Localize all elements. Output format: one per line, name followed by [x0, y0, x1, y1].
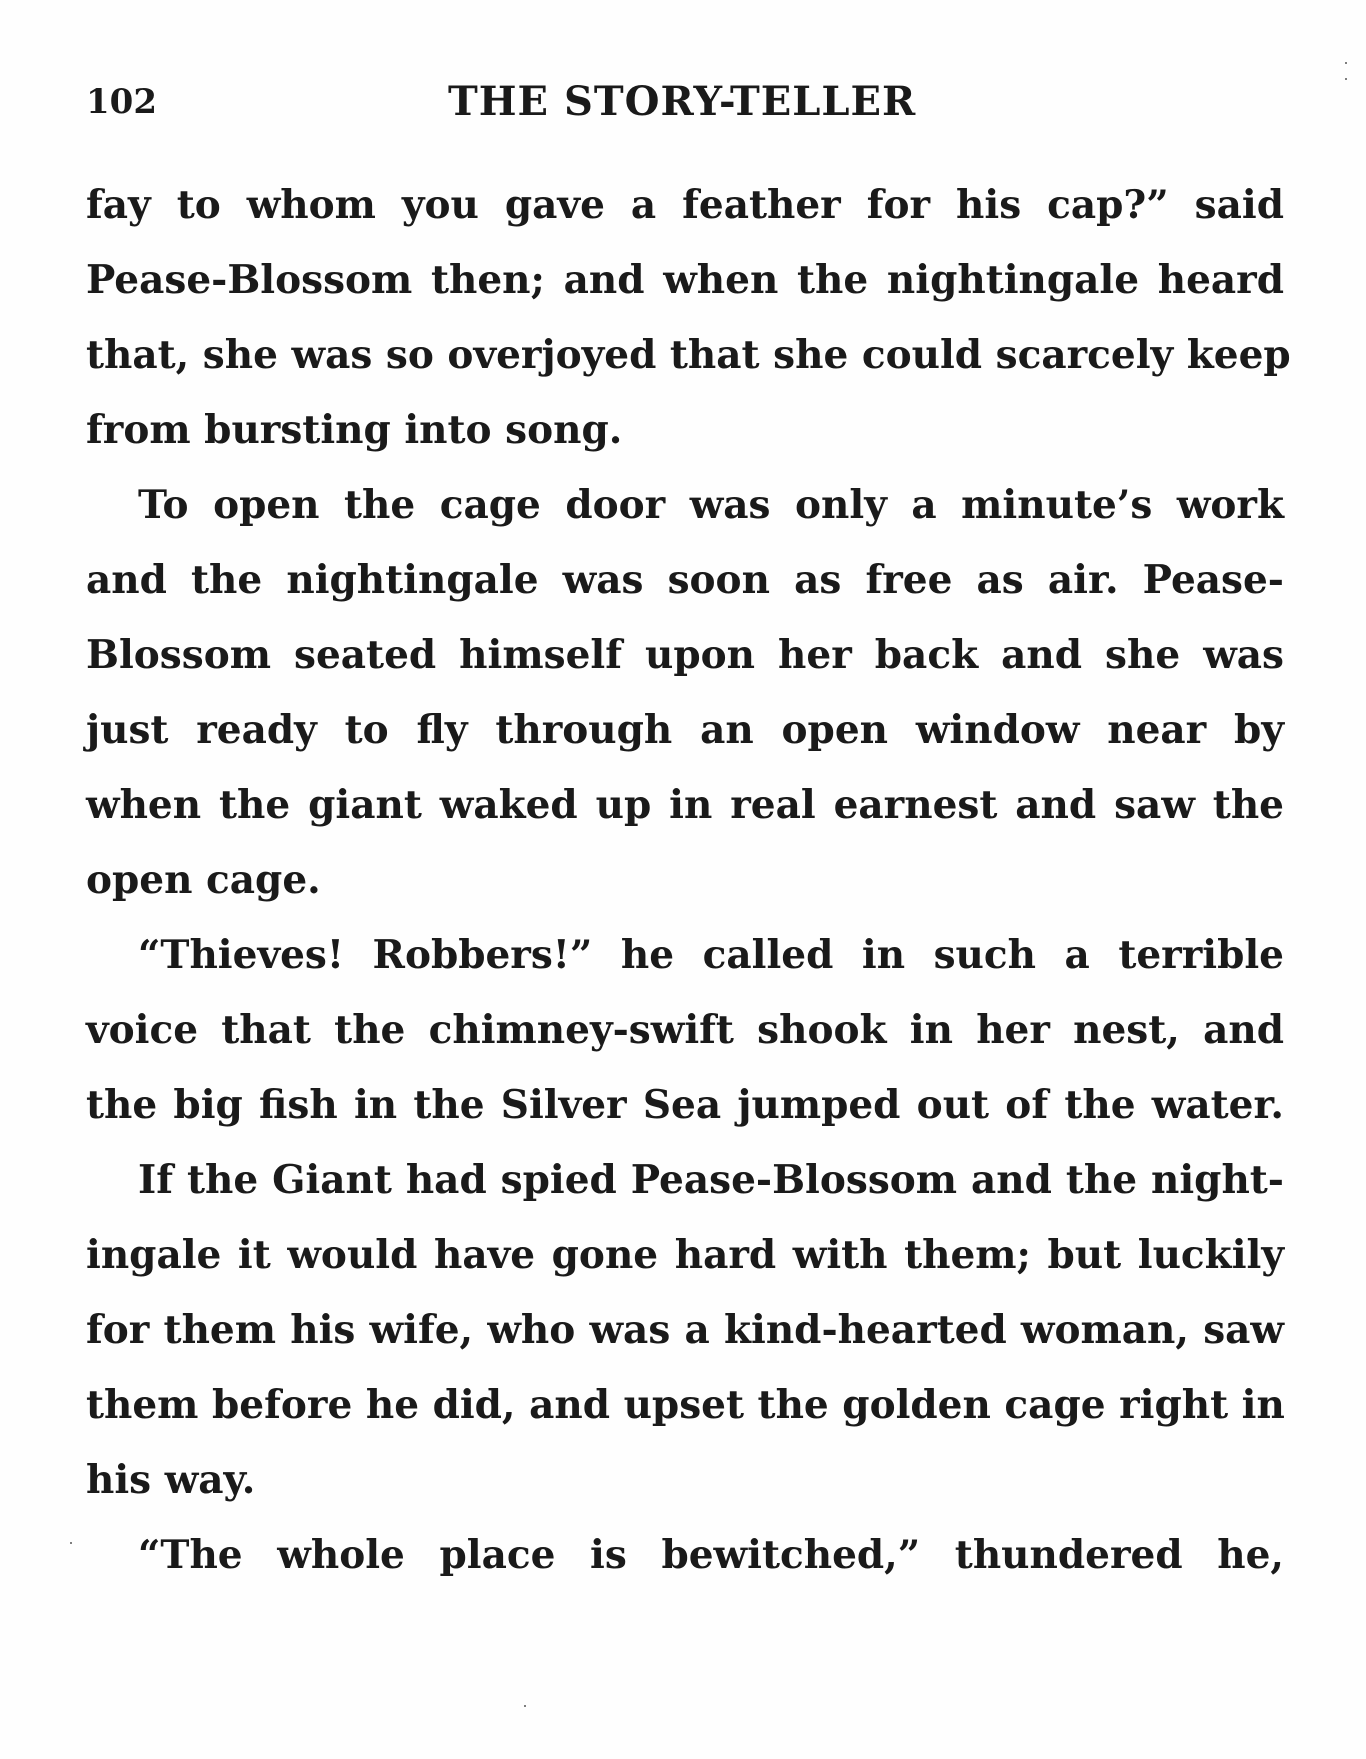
scan-speck — [1345, 62, 1347, 64]
text-line: If the Giant had spied Pease-Blossom and the night- — [138, 1157, 1284, 1203]
text-line: “Thieves! Robbers!” he called in such a terrible — [138, 932, 1284, 978]
text-line: just ready to fly through an open window near by — [86, 707, 1284, 753]
text-line: voice that the chimney-swift shook in her nest, and — [86, 1007, 1284, 1053]
running-head — [86, 78, 1286, 138]
page-number: 102 — [86, 82, 157, 122]
text-line: the big fish in the Silver Sea jumped out of the water. — [86, 1082, 1284, 1128]
text-line: them before he did, and upset the golden cage right in — [86, 1382, 1285, 1428]
text-line: fay to whom you gave a feather for his cap?” said — [86, 182, 1284, 228]
text-line: from bursting into song. — [86, 407, 623, 453]
text-line: open cage. — [86, 857, 321, 903]
text-line: ingale it would have gone hard with them; but luckily — [86, 1232, 1284, 1278]
text-line: Pease-Blossom then; and when the nightingale heard — [86, 257, 1284, 303]
paragraph-1 — [86, 168, 1291, 468]
text-line: Blossom seated himself upon her back and she was — [86, 632, 1284, 678]
text-line: To open the cage door was only a minute’s work — [138, 482, 1284, 528]
running-title: THE STORY-TELLER — [448, 78, 917, 125]
text-line: when the giant waked up in real earnest and saw the — [86, 782, 1284, 828]
paragraph-2 — [86, 468, 1284, 918]
text-line: and the nightingale was soon as free as air. Pease- — [86, 557, 1284, 603]
scan-speck — [1345, 78, 1347, 80]
scan-speck — [70, 1542, 72, 1544]
text-line: “The whole place is bewitched,” thundered he, — [138, 1532, 1284, 1578]
scan-speck — [524, 1705, 526, 1707]
text-line: for them his wife, who was a kind-hearted woman, saw — [86, 1307, 1284, 1353]
paragraph-4 — [86, 1143, 1284, 1518]
body-text — [86, 168, 1291, 1593]
paragraph-3 — [86, 918, 1284, 1143]
text-line: that, she was so overjoyed that she could scarcely keep — [86, 332, 1291, 378]
paragraph-5 — [86, 1518, 1284, 1593]
text-line: his way. — [86, 1457, 256, 1503]
